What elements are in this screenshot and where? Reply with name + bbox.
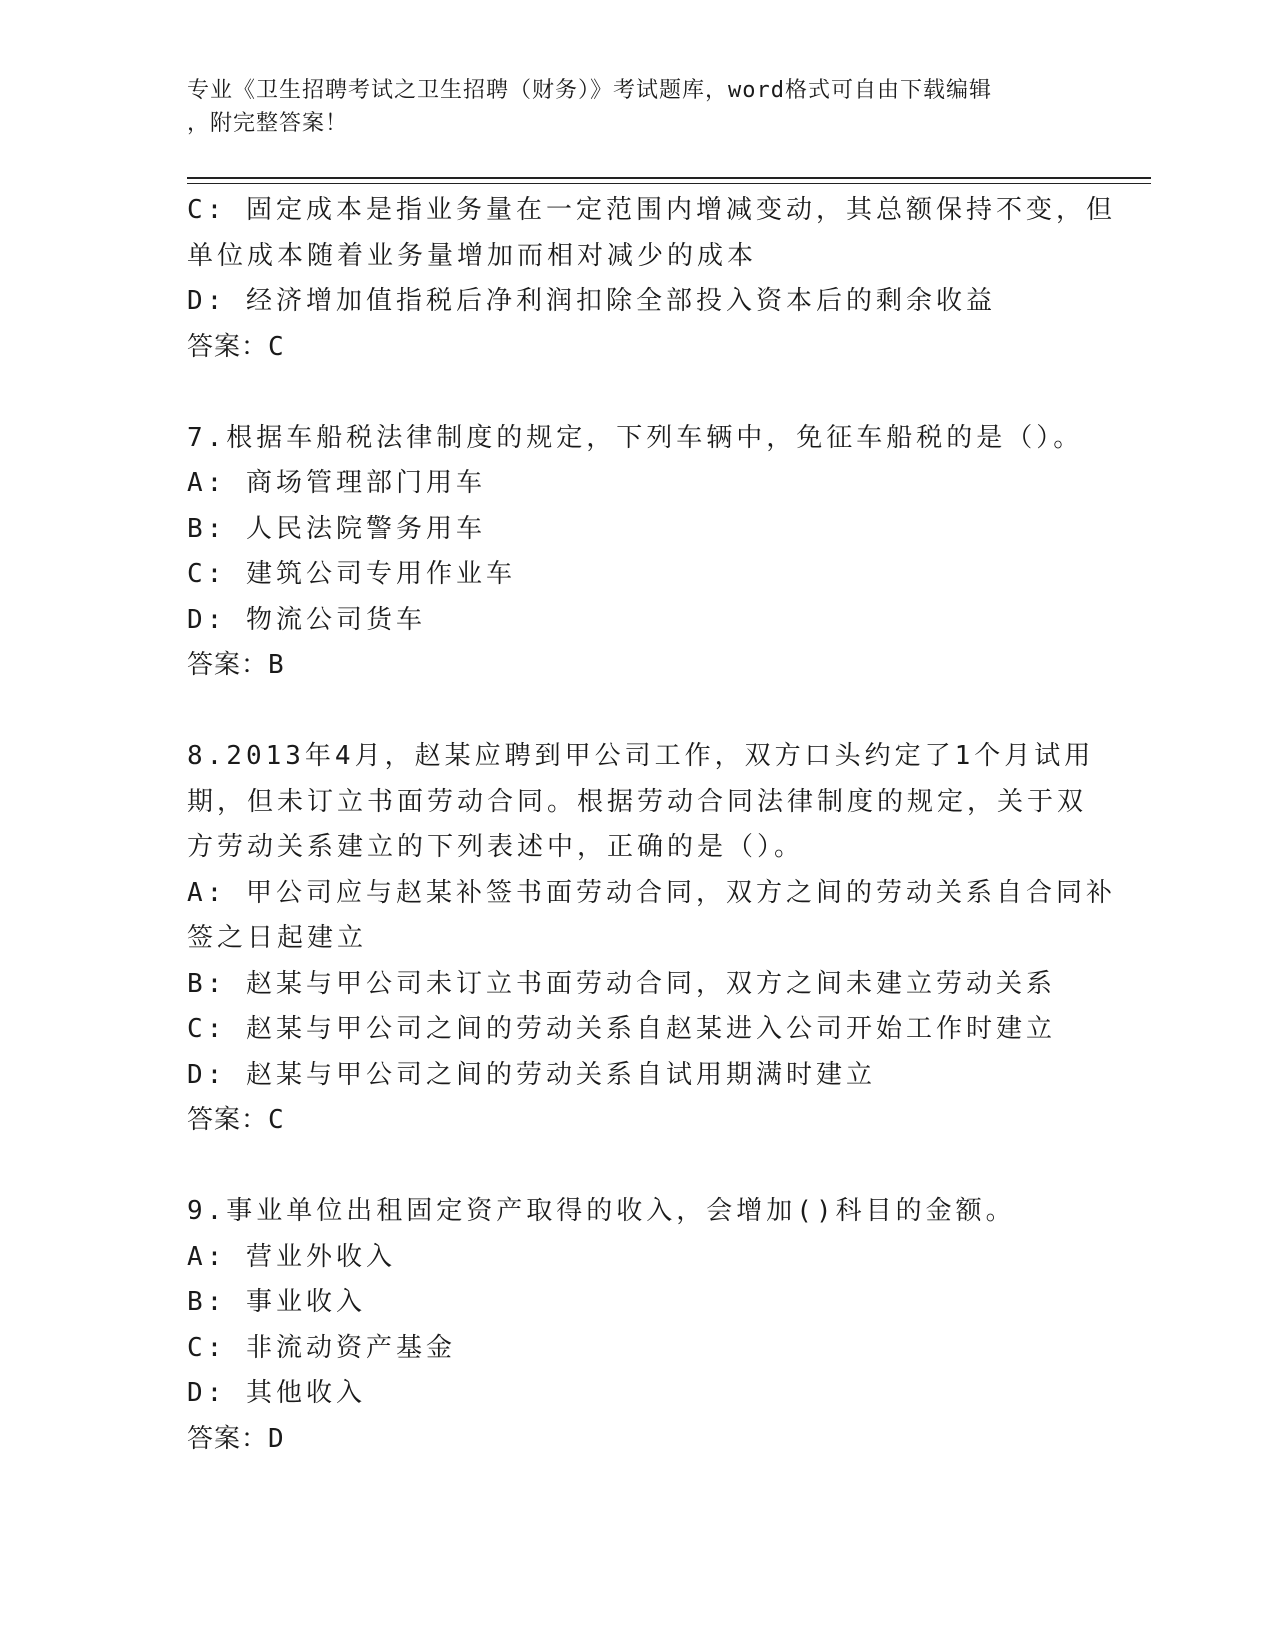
option-a: A: 营业外收入 [187,1241,396,1272]
question-stem-line-1: 8.2013年4月，赵某应聘到甲公司工作，双方口头约定了1个月试用 [187,741,1095,771]
header-line-1: 专业《卫生招聘考试之卫生招聘（财务）》考试题库，word格式可自由下载编辑 [187,78,992,103]
question-6-continued [187,188,1116,370]
option-b: B: 赵某与甲公司未订立书面劳动合同，双方之间未建立劳动关系 [187,968,1056,999]
option-a: A: 商场管理部门用车 [187,468,486,498]
answer: 答案：B [187,650,285,680]
question-stem-line-2: 期，但未订立书面劳动合同。根据劳动合同法律制度的规定，关于双 [187,786,1088,817]
option-d: D: 赵某与甲公司之间的劳动关系自试用期满时建立 [187,1059,876,1090]
option-b: B: 人民法院警务用车 [187,513,486,544]
document-header [187,74,1087,140]
header-line-2: ，附完整答案！ [187,111,349,136]
question-content [187,188,1116,1462]
answer: 答案：C [187,331,285,362]
answer: 答案：D [187,1423,285,1454]
option-a-line-1: A: 甲公司应与赵某补签书面劳动合同，双方之间的劳动关系自合同补 [187,877,1116,908]
option-c-line-2: 单位成本随着业务量增加而相对减少的成本 [187,240,758,271]
option-c-line-1: C: 固定成本是指业务量在一定范围内增减变动，其总额保持不变，但 [187,195,1116,225]
option-d: D: 物流公司货车 [187,604,426,635]
question-stem: 9.事业单位出租固定资产取得的收入，会增加()科目的金额。 [187,1196,1016,1226]
option-d: D: 其他收入 [187,1378,366,1408]
option-c: C: 建筑公司专用作业车 [187,559,516,589]
question-stem: 7.根据车船税法律制度的规定，下列车辆中，免征车船税的是（）。 [187,422,1084,453]
question-stem-line-3: 方劳动关系建立的下列表述中，正确的是（）。 [187,832,805,862]
option-c: C: 赵某与甲公司之间的劳动关系自赵某进入公司开始工作时建立 [187,1014,1056,1044]
question-9 [187,1189,1087,1462]
header-divider-thin [187,183,1151,184]
option-d: D: 经济增加值指税后净利润扣除全部投入资本后的剩余收益 [187,286,996,316]
header-divider-thick [187,177,1151,179]
option-a-line-2: 签之日起建立 [187,923,368,953]
option-b: B: 事业收入 [187,1287,366,1317]
question-8 [187,734,1116,1144]
option-c: C: 非流动资产基金 [187,1332,456,1363]
answer: 答案：C [187,1105,285,1135]
question-7 [187,416,1087,689]
